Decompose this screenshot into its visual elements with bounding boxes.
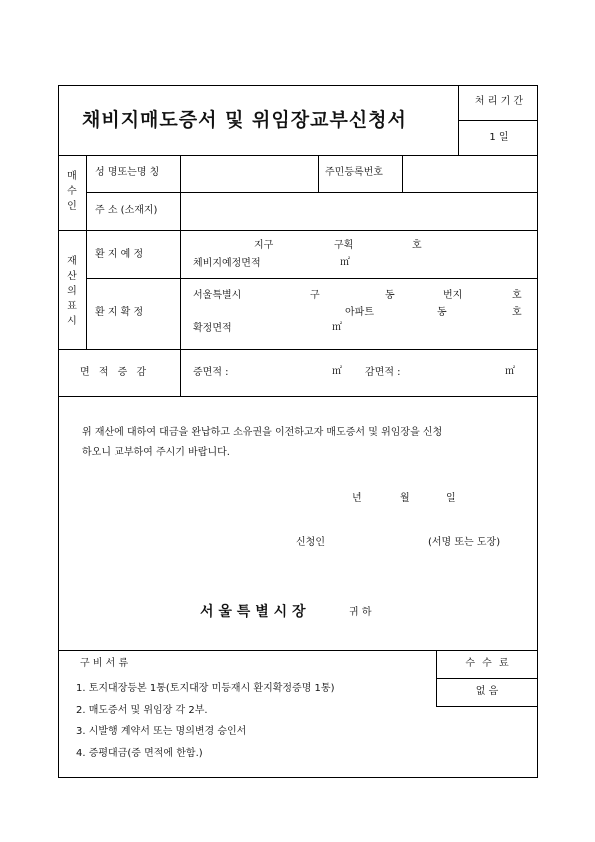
confirmed-area-unit: ㎡ <box>332 322 342 333</box>
recipient-honorific: 귀 하 <box>349 607 372 618</box>
property-mid-line <box>86 278 538 279</box>
confirmed-area-label: 확정면적 <box>193 323 232 334</box>
buyer-address-label: 주 소 (소재지) <box>95 205 158 216</box>
documents-header: 구 비 서 류 <box>80 658 129 669</box>
date-month: 월 <box>400 493 410 504</box>
planned-area-unit: ㎡ <box>340 257 350 268</box>
buyer-name-label: 성 명또는명 칭 <box>95 167 160 178</box>
processing-period-label: 처 리 기 간 <box>474 96 524 107</box>
form-title: 채비지매도증서 및 위임장교부신청서 <box>82 109 407 131</box>
buyer-address-field[interactable] <box>186 205 532 217</box>
id-label-right-line <box>402 155 403 192</box>
confirmed-dong2: 동 <box>437 307 447 318</box>
document-item-4: 4. 증평대금(증 면적에 한함.) <box>76 748 203 759</box>
statement-line-2: 하오니 교부하여 주시기 바랍니다. <box>82 447 230 458</box>
buyer-name-field[interactable] <box>186 167 312 179</box>
date-day: 일 <box>446 493 456 504</box>
planned-block: 구획 <box>334 240 354 251</box>
signature-label: (서명 또는 도장) <box>428 537 501 548</box>
confirmed-apartment: 아파트 <box>345 307 374 318</box>
planned-district: 지구 <box>254 240 274 251</box>
document-item-2: 2. 매도증서 및 위임장 각 2부. <box>76 705 208 716</box>
id-label-left-line <box>318 155 319 192</box>
increase-area-label: 증면적 : <box>193 367 229 378</box>
confirmed-dong: 동 <box>385 290 395 301</box>
left-column-divider <box>86 155 87 349</box>
decrease-area-label: 감면적 : <box>365 367 401 378</box>
confirmed-label: 환 지 확 정 <box>95 307 144 318</box>
statement-line-1: 위 재산에 대하여 대금을 완납하고 소유권을 이전하고자 매도증서 및 위임장을 신청 <box>82 427 443 438</box>
documents-top-line <box>58 650 538 651</box>
buyer-bottom-line <box>58 230 538 231</box>
confirmed-ho2: 호 <box>512 307 522 318</box>
fee-bottom-line <box>436 706 538 707</box>
property-section-label: 재산의표시 <box>67 256 77 327</box>
planned-label: 환 지 예 정 <box>95 249 144 260</box>
recipient-title: 서 울 특 별 시 장 <box>200 604 306 620</box>
planned-number: 호 <box>412 240 422 251</box>
date-year: 년 <box>352 493 362 504</box>
buyer-id-label: 주민등록번호 <box>325 167 383 178</box>
area-change-label: 면 적 증 감 <box>80 367 147 378</box>
buyer-id-field[interactable] <box>408 167 532 179</box>
confirmed-ho: 호 <box>512 290 522 301</box>
processing-period-value: 1 일 <box>489 132 509 143</box>
fee-mid-line <box>436 678 538 679</box>
title-bottom-line <box>58 155 538 156</box>
applicant-label: 신청인 <box>296 537 325 548</box>
confirmed-city: 서울특별시 <box>193 290 242 301</box>
processing-divider <box>458 120 538 121</box>
confirmed-beonji: 번지 <box>443 290 463 301</box>
fee-value: 없 음 <box>475 686 499 697</box>
increase-area-unit: ㎡ <box>332 366 342 377</box>
document-item-3: 3. 시발행 계약서 또는 명의변경 승인서 <box>76 726 247 737</box>
area-change-bottom-line <box>58 396 538 397</box>
planned-area-label: 체비지예정면적 <box>193 258 261 269</box>
buyer-name-row-line <box>86 192 538 193</box>
confirmed-gu: 구 <box>310 290 320 301</box>
fee-label: 수 수 료 <box>465 658 509 669</box>
document-item-1: 1. 토지대장등본 1통(토지대장 미등재시 환지확정증명 1통) <box>76 683 335 694</box>
decrease-area-unit: ㎡ <box>505 366 515 377</box>
buyer-section-label: 매수인 <box>67 171 77 212</box>
property-bottom-line <box>58 349 538 350</box>
